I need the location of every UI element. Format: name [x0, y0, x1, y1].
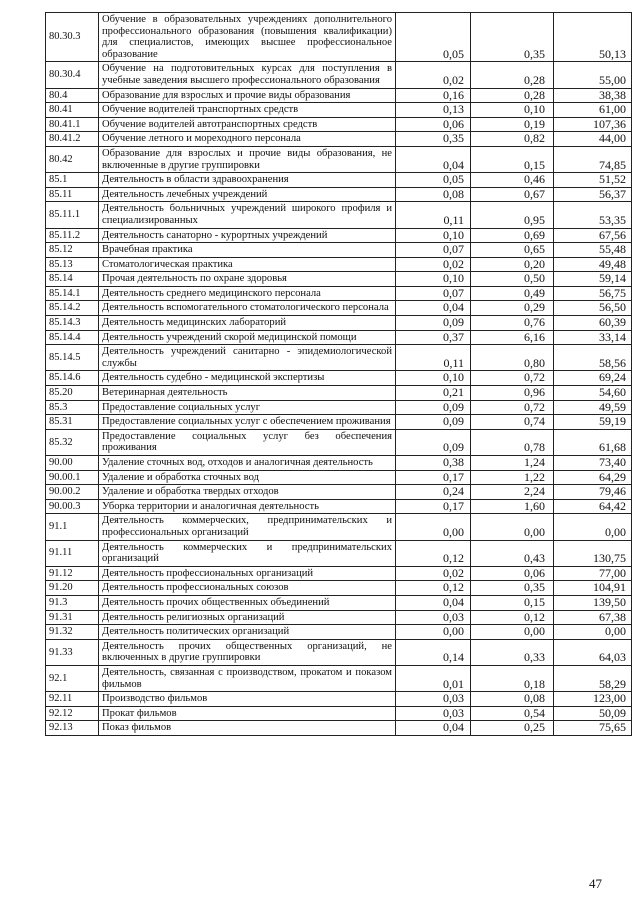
table-row — [46, 639, 632, 665]
activity-name-cell: Прочая деятельность по охране здоровья — [99, 272, 396, 287]
activity-name-cell: Ветеринарная деятельность — [99, 386, 396, 401]
table-row — [46, 415, 632, 430]
value-3-cell: 61,00 — [554, 103, 632, 118]
value-1-cell: 0,04 — [396, 721, 471, 736]
value-2-cell: 0,50 — [471, 272, 554, 287]
activity-code-cell: 92.1 — [46, 665, 99, 691]
value-1-cell: 0,16 — [396, 88, 471, 103]
activity-name-cell: Деятельность профессиональных организаций — [99, 566, 396, 581]
activity-name-cell: Обучение водителей автотранспортных средств — [99, 117, 396, 132]
value-2-cell: 0,67 — [471, 187, 554, 202]
activity-name-cell: Деятельность политических организаций — [99, 625, 396, 640]
value-2-cell: 0,35 — [471, 13, 554, 62]
activity-code-cell: 80.30.4 — [46, 62, 99, 88]
value-3-cell: 58,29 — [554, 665, 632, 691]
table-row — [46, 581, 632, 596]
activity-name-cell: Деятельность санаторно - курортных учреждений — [99, 228, 396, 243]
value-2-cell: 1,22 — [471, 470, 554, 485]
activity-code-cell: 80.41.1 — [46, 117, 99, 132]
value-2-cell: 0,80 — [471, 345, 554, 371]
value-1-cell: 0,05 — [396, 13, 471, 62]
table-row — [46, 301, 632, 316]
activity-name-cell: Деятельность больничных учреждений широкого профиля и специализированных — [99, 202, 396, 228]
table-row — [46, 665, 632, 691]
table-row — [46, 316, 632, 331]
table-row — [46, 386, 632, 401]
activity-name-cell: Удаление и обработка сточных вод — [99, 470, 396, 485]
value-3-cell: 49,48 — [554, 257, 632, 272]
value-2-cell: 0,00 — [471, 514, 554, 540]
activity-name-cell: Прокат фильмов — [99, 706, 396, 721]
activity-code-cell: 91.11 — [46, 540, 99, 566]
value-1-cell: 0,11 — [396, 202, 471, 228]
value-1-cell: 0,03 — [396, 706, 471, 721]
value-3-cell: 64,29 — [554, 470, 632, 485]
value-3-cell: 54,60 — [554, 386, 632, 401]
table-row — [46, 272, 632, 287]
value-1-cell: 0,03 — [396, 610, 471, 625]
activity-name-cell: Деятельность судебно - медицинской экспертизы — [99, 371, 396, 386]
activity-name-cell: Образование для взрослых и прочие виды образования, не включенные в другие группировки — [99, 146, 396, 172]
activity-name-cell: Образование для взрослых и прочие виды образования — [99, 88, 396, 103]
value-1-cell: 0,21 — [396, 386, 471, 401]
activity-code-cell: 92.13 — [46, 721, 99, 736]
activity-name-cell: Деятельность вспомогательного стоматологического персонала — [99, 301, 396, 316]
activity-code-cell: 90.00 — [46, 456, 99, 471]
value-2-cell: 0,46 — [471, 173, 554, 188]
table-row — [46, 173, 632, 188]
table-row — [46, 88, 632, 103]
value-3-cell: 79,46 — [554, 485, 632, 500]
activity-code-cell: 85.1 — [46, 173, 99, 188]
value-2-cell: 0,43 — [471, 540, 554, 566]
value-2-cell: 0,00 — [471, 625, 554, 640]
value-2-cell: 0,82 — [471, 132, 554, 147]
activity-code-cell: 80.41 — [46, 103, 99, 118]
activity-code-cell: 91.33 — [46, 639, 99, 665]
activity-code-cell: 85.3 — [46, 400, 99, 415]
table-row — [46, 330, 632, 345]
activity-code-cell: 80.30.3 — [46, 13, 99, 62]
value-1-cell: 0,01 — [396, 665, 471, 691]
value-3-cell: 139,50 — [554, 595, 632, 610]
value-2-cell: 0,72 — [471, 371, 554, 386]
value-3-cell: 0,00 — [554, 514, 632, 540]
activity-name-cell: Деятельность лечебных учреждений — [99, 187, 396, 202]
activity-name-cell: Врачебная практика — [99, 243, 396, 258]
value-1-cell: 0,09 — [396, 429, 471, 455]
activity-name-cell: Деятельность медицинских лабораторий — [99, 316, 396, 331]
value-2-cell: 0,69 — [471, 228, 554, 243]
value-3-cell: 56,37 — [554, 187, 632, 202]
value-1-cell: 0,10 — [396, 371, 471, 386]
table-row — [46, 514, 632, 540]
activity-code-cell: 85.11.1 — [46, 202, 99, 228]
activity-code-cell: 80.41.2 — [46, 132, 99, 147]
value-1-cell: 0,07 — [396, 243, 471, 258]
table-row — [46, 146, 632, 172]
table-row — [46, 132, 632, 147]
table-row — [46, 103, 632, 118]
value-2-cell: 0,65 — [471, 243, 554, 258]
activity-name-cell: Удаление сточных вод, отходов и аналогичная деятельность — [99, 456, 396, 471]
table-row — [46, 286, 632, 301]
activity-code-cell: 92.11 — [46, 692, 99, 707]
value-3-cell: 74,85 — [554, 146, 632, 172]
activity-code-cell: 85.14.4 — [46, 330, 99, 345]
activity-name-cell: Деятельность в области здравоохранения — [99, 173, 396, 188]
table-row — [46, 540, 632, 566]
value-2-cell: 0,96 — [471, 386, 554, 401]
value-1-cell: 0,11 — [396, 345, 471, 371]
activity-name-cell: Обучение на подготовительных курсах для поступления в учебные заведения высшего профессионального образования — [99, 62, 396, 88]
activity-code-cell: 85.14.5 — [46, 345, 99, 371]
value-2-cell: 2,24 — [471, 485, 554, 500]
table-row — [46, 400, 632, 415]
value-3-cell: 77,00 — [554, 566, 632, 581]
table-row — [46, 456, 632, 471]
value-3-cell: 55,00 — [554, 62, 632, 88]
activity-code-cell: 85.32 — [46, 429, 99, 455]
value-1-cell: 0,09 — [396, 400, 471, 415]
activity-code-cell: 80.4 — [46, 88, 99, 103]
activity-code-cell: 85.20 — [46, 386, 99, 401]
value-2-cell: 0,28 — [471, 88, 554, 103]
value-1-cell: 0,04 — [396, 595, 471, 610]
activity-code-cell: 90.00.2 — [46, 485, 99, 500]
value-1-cell: 0,06 — [396, 117, 471, 132]
value-3-cell: 73,40 — [554, 456, 632, 471]
value-2-cell: 0,49 — [471, 286, 554, 301]
value-2-cell: 0,18 — [471, 665, 554, 691]
activity-name-cell: Предоставление социальных услуг с обеспечением проживания — [99, 415, 396, 430]
value-2-cell: 1,24 — [471, 456, 554, 471]
activity-name-cell: Деятельность прочих общественных объединений — [99, 595, 396, 610]
activity-name-cell: Показ фильмов — [99, 721, 396, 736]
value-3-cell: 50,09 — [554, 706, 632, 721]
table-row — [46, 345, 632, 371]
value-1-cell: 0,02 — [396, 566, 471, 581]
value-1-cell: 0,10 — [396, 228, 471, 243]
value-3-cell: 123,00 — [554, 692, 632, 707]
page-number: 47 — [589, 876, 602, 891]
value-1-cell: 0,14 — [396, 639, 471, 665]
value-2-cell: 6,16 — [471, 330, 554, 345]
value-3-cell: 67,38 — [554, 610, 632, 625]
activity-name-cell: Деятельность религиозных организаций — [99, 610, 396, 625]
table-row — [46, 721, 632, 736]
table-row — [46, 595, 632, 610]
activity-table — [45, 12, 632, 736]
activity-code-cell: 91.3 — [46, 595, 99, 610]
value-2-cell: 0,20 — [471, 257, 554, 272]
value-3-cell: 64,42 — [554, 499, 632, 514]
activity-name-cell: Деятельность коммерческих, предпринимательских и профессиональных организаций — [99, 514, 396, 540]
activity-name-cell: Удаление и обработка твердых отходов — [99, 485, 396, 500]
activity-code-cell: 85.14.3 — [46, 316, 99, 331]
activity-name-cell: Деятельность прочих общественных организаций, не включенных в другие группировки — [99, 639, 396, 665]
value-2-cell: 0,74 — [471, 415, 554, 430]
value-1-cell: 0,07 — [396, 286, 471, 301]
activity-code-cell: 92.12 — [46, 706, 99, 721]
value-3-cell: 56,75 — [554, 286, 632, 301]
activity-code-cell: 85.14 — [46, 272, 99, 287]
value-1-cell: 0,12 — [396, 581, 471, 596]
table-row — [46, 13, 632, 62]
activity-name-cell: Обучение в образовательных учреждениях дополнительного профессионального образования (повышения квалификации) для специалистов, имеющих высшее профессиональное образование — [99, 13, 396, 62]
activity-code-cell: 91.1 — [46, 514, 99, 540]
value-3-cell: 51,52 — [554, 173, 632, 188]
value-1-cell: 0,13 — [396, 103, 471, 118]
value-1-cell: 0,05 — [396, 173, 471, 188]
activity-name-cell: Деятельность среднего медицинского персонала — [99, 286, 396, 301]
value-3-cell: 53,35 — [554, 202, 632, 228]
value-2-cell: 0,35 — [471, 581, 554, 596]
value-1-cell: 0,10 — [396, 272, 471, 287]
activity-name-cell: Деятельность учреждений санитарно - эпидемиологической службы — [99, 345, 396, 371]
value-3-cell: 59,19 — [554, 415, 632, 430]
value-3-cell: 50,13 — [554, 13, 632, 62]
value-2-cell: 0,95 — [471, 202, 554, 228]
activity-name-cell: Деятельность, связанная с производством, прокатом и показом фильмов — [99, 665, 396, 691]
value-3-cell: 58,56 — [554, 345, 632, 371]
value-3-cell: 0,00 — [554, 625, 632, 640]
table-row — [46, 485, 632, 500]
value-3-cell: 49,59 — [554, 400, 632, 415]
value-1-cell: 0,08 — [396, 187, 471, 202]
table-row — [46, 243, 632, 258]
value-1-cell: 0,17 — [396, 499, 471, 514]
table-row — [46, 470, 632, 485]
value-3-cell: 38,38 — [554, 88, 632, 103]
activity-code-cell: 90.00.1 — [46, 470, 99, 485]
activity-code-cell: 91.12 — [46, 566, 99, 581]
value-1-cell: 0,12 — [396, 540, 471, 566]
value-1-cell: 0,02 — [396, 62, 471, 88]
table-row — [46, 228, 632, 243]
activity-name-cell: Уборка территории и аналогичная деятельность — [99, 499, 396, 514]
activity-code-cell: 85.14.1 — [46, 286, 99, 301]
value-2-cell: 0,06 — [471, 566, 554, 581]
table-row — [46, 429, 632, 455]
value-2-cell: 0,15 — [471, 146, 554, 172]
value-1-cell: 0,00 — [396, 625, 471, 640]
value-3-cell: 59,14 — [554, 272, 632, 287]
activity-name-cell: Деятельность учреждений скорой медицинской помощи — [99, 330, 396, 345]
table-row — [46, 706, 632, 721]
table-row — [46, 187, 632, 202]
activity-code-cell: 85.11 — [46, 187, 99, 202]
value-3-cell: 60,39 — [554, 316, 632, 331]
value-1-cell: 0,37 — [396, 330, 471, 345]
activity-name-cell: Предоставление социальных услуг без обеспечения проживания — [99, 429, 396, 455]
activity-name-cell: Деятельность коммерческих и предпринимательских организаций — [99, 540, 396, 566]
value-3-cell: 33,14 — [554, 330, 632, 345]
table-row — [46, 257, 632, 272]
value-2-cell: 0,08 — [471, 692, 554, 707]
value-2-cell: 0,76 — [471, 316, 554, 331]
table-row — [46, 202, 632, 228]
table-row — [46, 692, 632, 707]
table-row — [46, 499, 632, 514]
value-3-cell: 130,75 — [554, 540, 632, 566]
activity-name-cell: Обучение летного и мореходного персонала — [99, 132, 396, 147]
table-row — [46, 566, 632, 581]
value-2-cell: 0,10 — [471, 103, 554, 118]
value-2-cell: 0,78 — [471, 429, 554, 455]
value-2-cell: 1,60 — [471, 499, 554, 514]
value-3-cell: 107,36 — [554, 117, 632, 132]
value-1-cell: 0,17 — [396, 470, 471, 485]
table-row — [46, 625, 632, 640]
activity-code-cell: 85.14.2 — [46, 301, 99, 316]
table-row — [46, 610, 632, 625]
value-3-cell: 44,00 — [554, 132, 632, 147]
value-1-cell: 0,38 — [396, 456, 471, 471]
table-row — [46, 371, 632, 386]
value-2-cell: 0,54 — [471, 706, 554, 721]
activity-code-cell: 91.32 — [46, 625, 99, 640]
value-2-cell: 0,15 — [471, 595, 554, 610]
value-2-cell: 0,12 — [471, 610, 554, 625]
table-body — [46, 13, 632, 736]
value-3-cell: 56,50 — [554, 301, 632, 316]
activity-code-cell: 85.14.6 — [46, 371, 99, 386]
value-3-cell: 64,03 — [554, 639, 632, 665]
value-1-cell: 0,09 — [396, 415, 471, 430]
value-1-cell: 0,02 — [396, 257, 471, 272]
value-1-cell: 0,35 — [396, 132, 471, 147]
activity-code-cell: 90.00.3 — [46, 499, 99, 514]
value-1-cell: 0,04 — [396, 146, 471, 172]
value-2-cell: 0,25 — [471, 721, 554, 736]
value-2-cell: 0,72 — [471, 400, 554, 415]
activity-code-cell: 85.13 — [46, 257, 99, 272]
value-2-cell: 0,29 — [471, 301, 554, 316]
value-2-cell: 0,28 — [471, 62, 554, 88]
table-row — [46, 117, 632, 132]
value-2-cell: 0,19 — [471, 117, 554, 132]
activity-code-cell: 91.31 — [46, 610, 99, 625]
activity-code-cell: 85.11.2 — [46, 228, 99, 243]
activity-code-cell: 85.12 — [46, 243, 99, 258]
value-2-cell: 0,33 — [471, 639, 554, 665]
value-3-cell: 55,48 — [554, 243, 632, 258]
value-1-cell: 0,00 — [396, 514, 471, 540]
value-3-cell: 104,91 — [554, 581, 632, 596]
value-3-cell: 61,68 — [554, 429, 632, 455]
table-row — [46, 62, 632, 88]
activity-name-cell: Предоставление социальных услуг — [99, 400, 396, 415]
activity-code-cell: 80.42 — [46, 146, 99, 172]
activity-name-cell: Стоматологическая практика — [99, 257, 396, 272]
activity-name-cell: Деятельность профессиональных союзов — [99, 581, 396, 596]
activity-code-cell: 85.31 — [46, 415, 99, 430]
value-1-cell: 0,09 — [396, 316, 471, 331]
value-3-cell: 67,56 — [554, 228, 632, 243]
value-1-cell: 0,04 — [396, 301, 471, 316]
activity-code-cell: 91.20 — [46, 581, 99, 596]
value-1-cell: 0,24 — [396, 485, 471, 500]
activity-name-cell: Обучение водителей транспортных средств — [99, 103, 396, 118]
value-3-cell: 75,65 — [554, 721, 632, 736]
value-3-cell: 69,24 — [554, 371, 632, 386]
value-1-cell: 0,03 — [396, 692, 471, 707]
activity-name-cell: Производство фильмов — [99, 692, 396, 707]
